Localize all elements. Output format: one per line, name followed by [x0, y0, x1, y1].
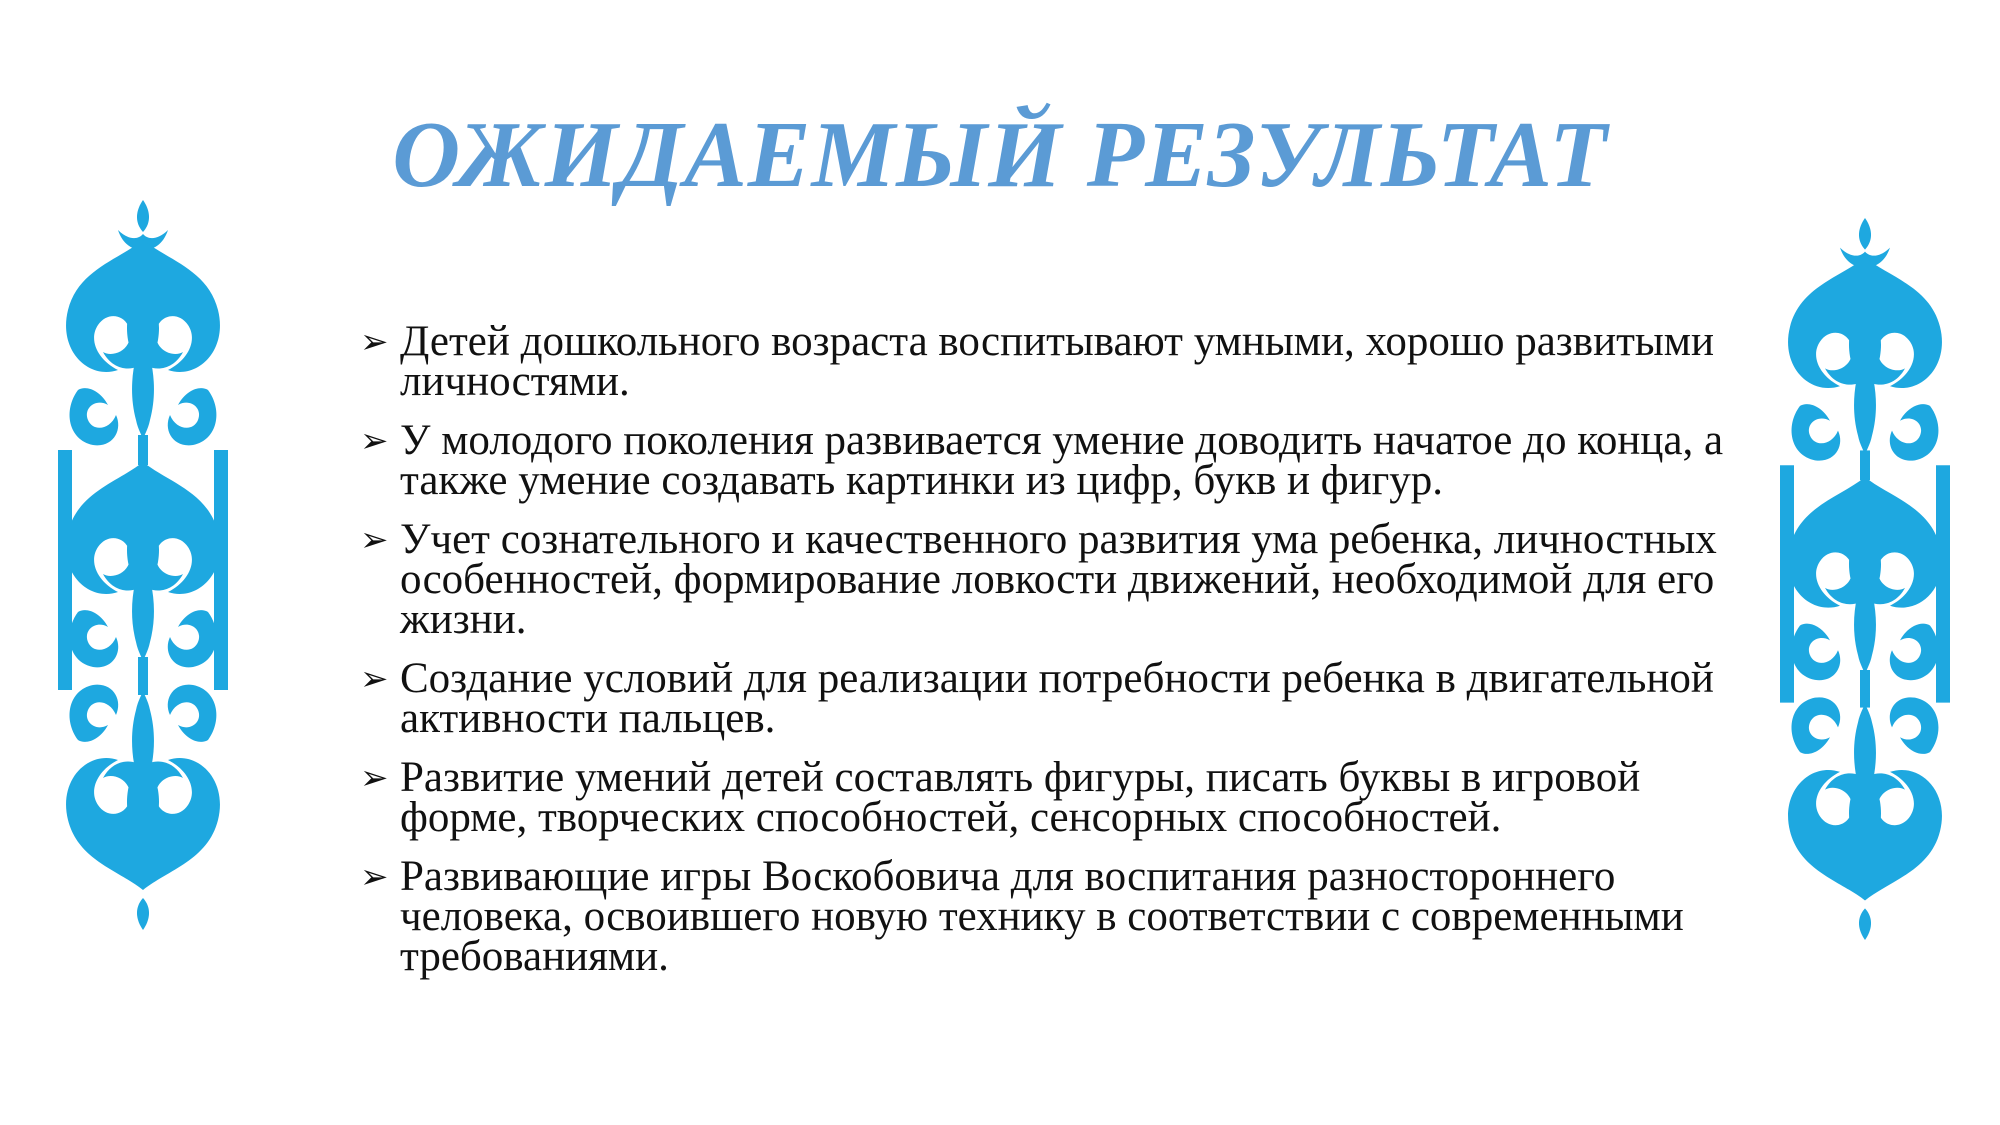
bullet-item	[360, 318, 1760, 405]
kazakh-ornament-icon	[58, 200, 228, 930]
bullet-list	[360, 318, 1760, 980]
arrow-bullet-icon: ➢	[360, 758, 389, 798]
arrow-bullet-icon: ➢	[360, 857, 389, 897]
arrow-bullet-icon: ➢	[360, 659, 389, 699]
bullet-item	[360, 516, 1760, 643]
bullet-text: Учет сознательного и качественного развития ума ребенка, личностных особенностей, формирование ловкости движений, необходимой для его жизни.	[400, 516, 1717, 643]
bullet-text: Детей дошкольного возраста воспитывают умными, хорошо развитыми личностями.	[400, 318, 1714, 405]
arrow-bullet-icon: ➢	[360, 421, 389, 461]
arrow-bullet-icon: ➢	[360, 520, 389, 560]
kazakh-ornament-icon	[1780, 218, 1950, 940]
bullet-text: Развивающие игры Воскобовича для воспитания разностороннего человека, освоившего новую технику в соответствии с современными требованиями.	[400, 853, 1684, 980]
bullet-item	[360, 655, 1760, 742]
bullet-text: У молодого поколения развивается умение доводить начатое до конца, а также умение создавать картинки из цифр, букв и фигур.	[400, 417, 1724, 504]
bullet-text: Развитие умений детей составлять фигуры, писать буквы в игровой форме, творческих способностей, сенсорных способностей.	[400, 754, 1641, 841]
bullet-item	[360, 417, 1760, 504]
bullet-item	[360, 754, 1760, 841]
bullet-list-container	[360, 318, 1760, 996]
slide-title: ОЖИДАЕМЫЙ РЕЗУЛЬТАТ	[392, 103, 1608, 207]
arrow-bullet-icon: ➢	[360, 322, 389, 362]
bullet-item	[360, 853, 1760, 980]
bullet-text: Создание условий для реализации потребности ребенка в двигательной активности пальцев.	[400, 655, 1714, 742]
